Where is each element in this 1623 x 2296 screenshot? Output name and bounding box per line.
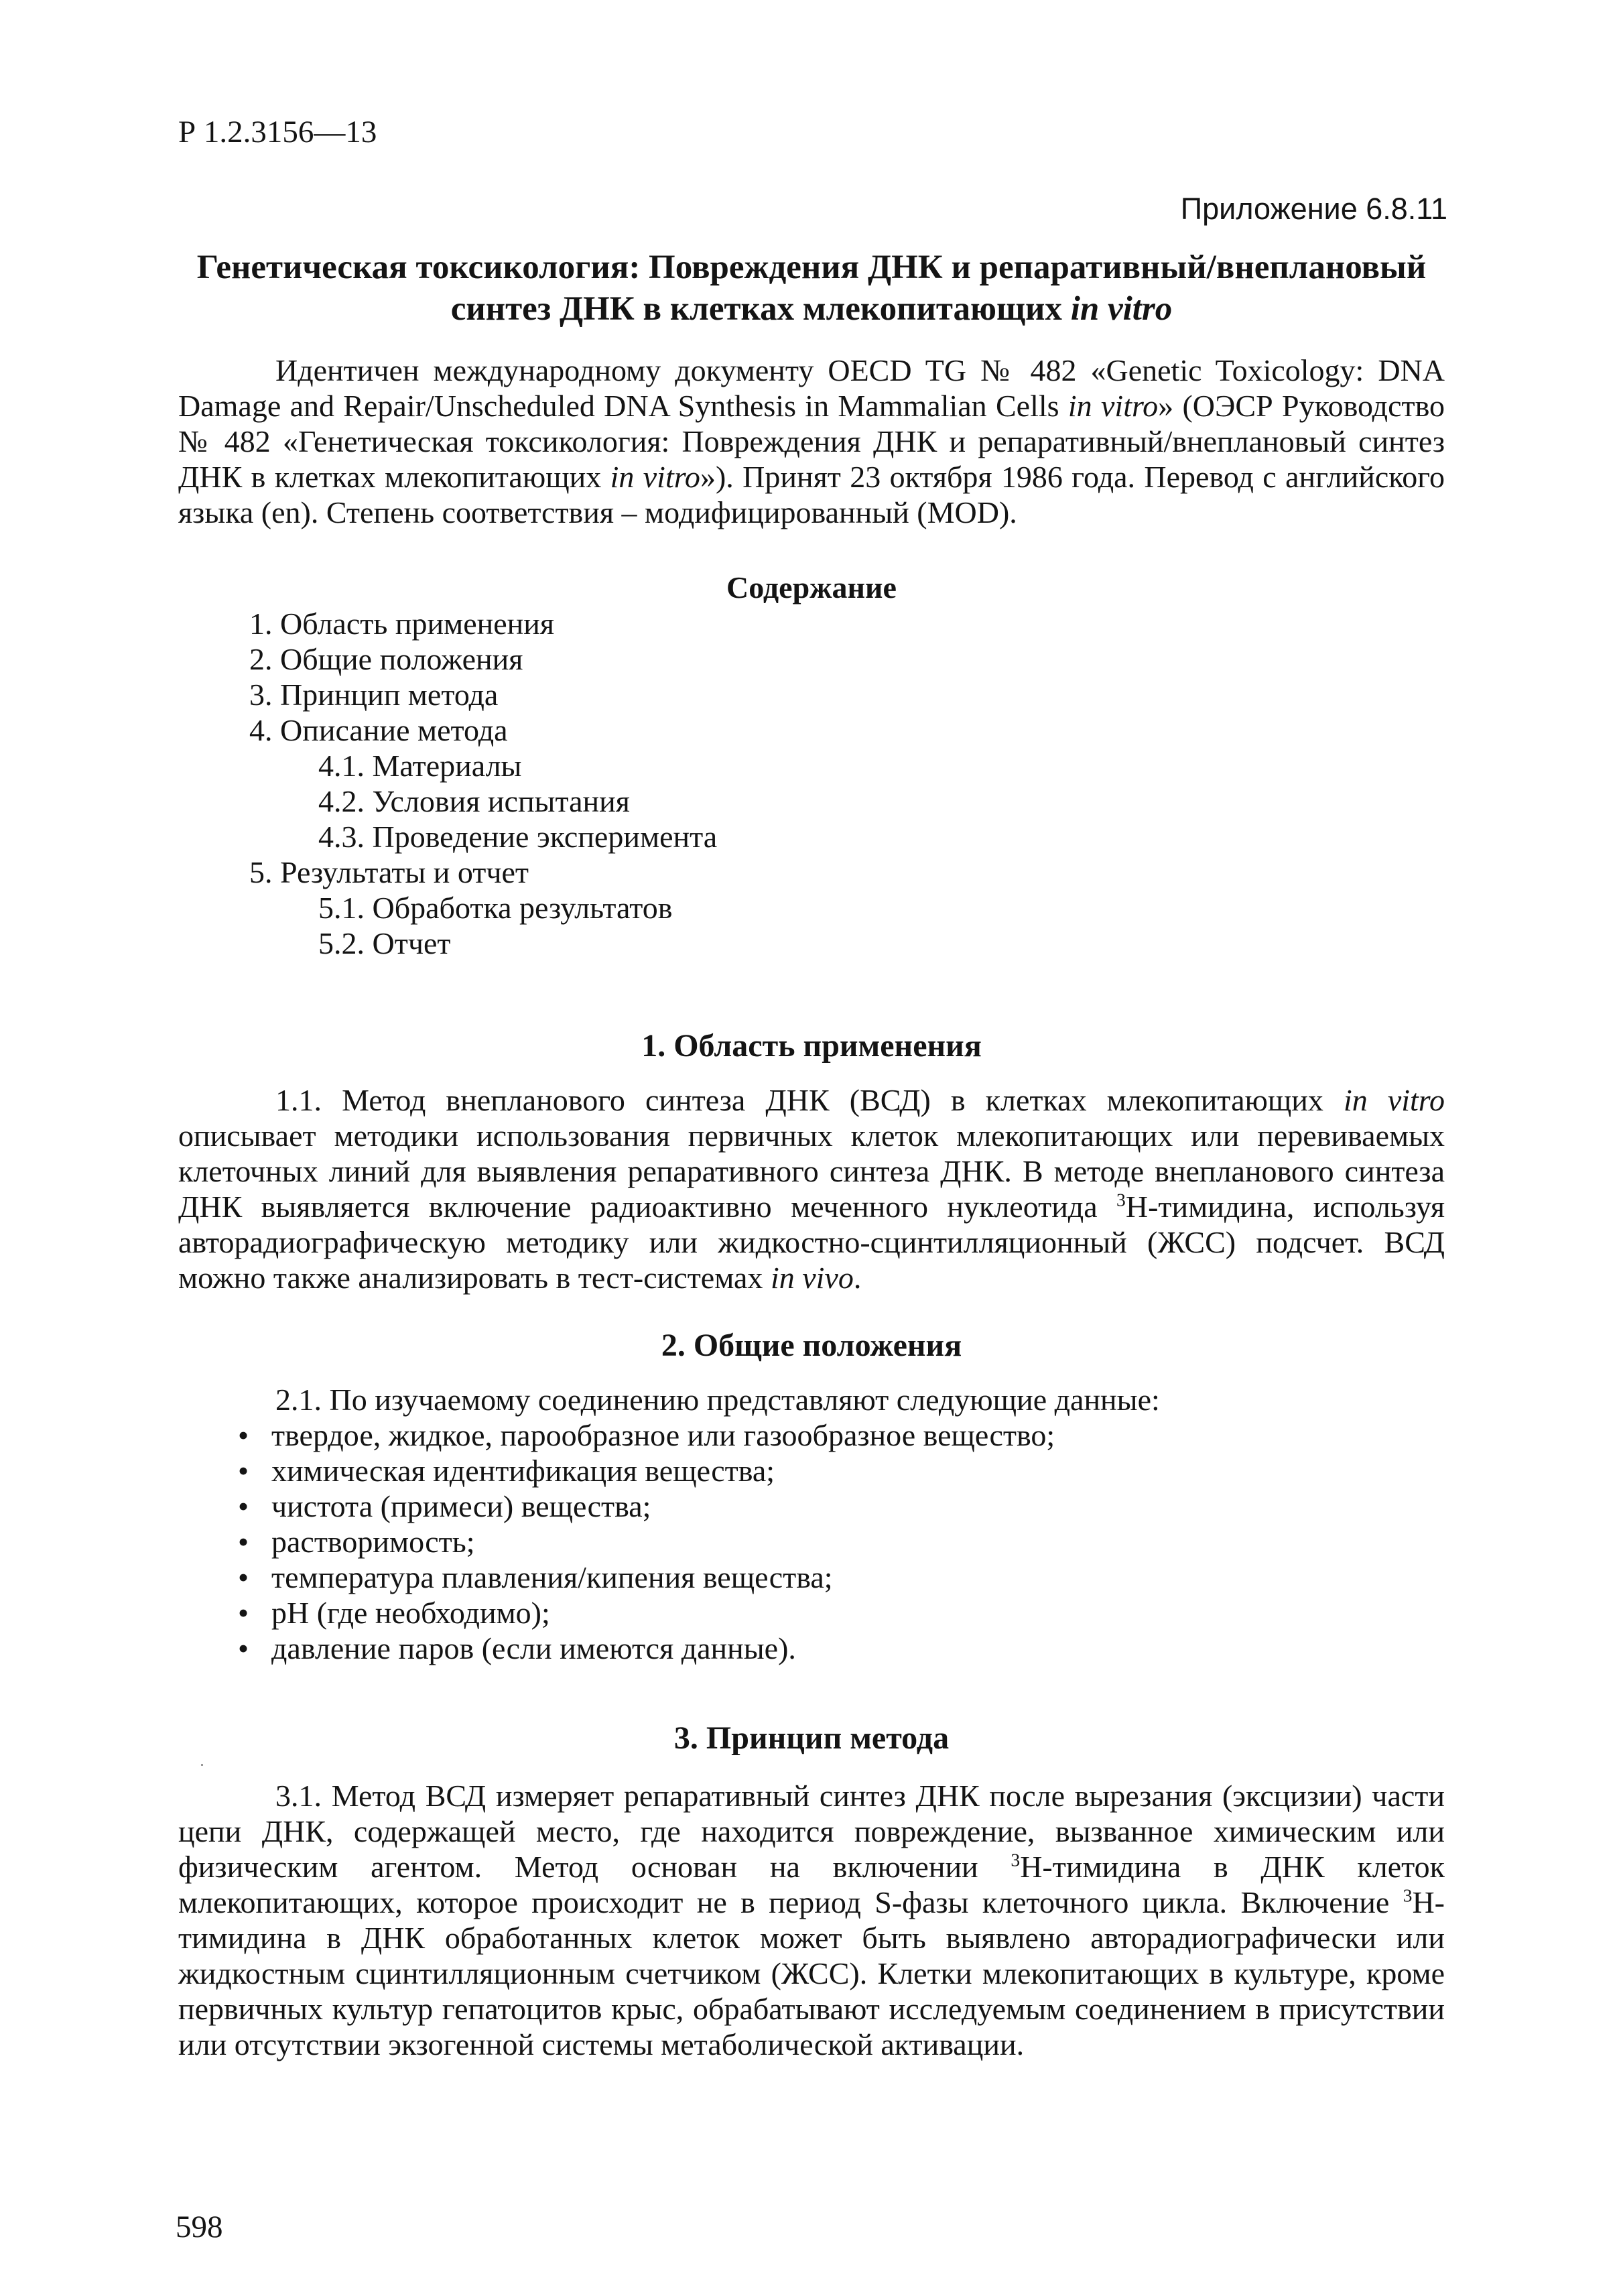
list-item-text: температура плавления/кипения вещества;	[271, 1560, 833, 1594]
title-line-2: синтез ДНК в клетках млекопитающих	[450, 290, 1071, 328]
bullet-icon: •	[238, 1489, 249, 1523]
document-title	[178, 247, 1445, 330]
title-italic: in vitro	[1070, 290, 1173, 328]
intro-paragraph	[178, 353, 1445, 530]
list-item	[238, 1524, 1055, 1559]
list-item	[238, 1488, 1055, 1524]
list-item	[238, 1595, 1055, 1631]
toc-heading: Содержание	[726, 570, 897, 604]
appendix-label: Приложение 6.8.11	[1180, 192, 1447, 226]
toc-item: 5. Результаты и отчет	[249, 855, 529, 889]
s1-text-4: .	[853, 1261, 862, 1295]
list-item	[238, 1453, 1055, 1488]
bullet-icon: •	[238, 1454, 249, 1488]
s1-text-3: Н-тимидина, используя авторадиографическую методику или жидкостно-сцинтилляционный (ЖСС) подсчет. ВСД можно также анализировать в тест-системах	[178, 1190, 1445, 1295]
toc-item: 2. Общие положения	[249, 642, 523, 676]
toc-subitem: 4.3. Проведение эксперимента	[318, 820, 718, 854]
list-item	[238, 1417, 1055, 1453]
section-3-paragraph	[178, 1778, 1445, 2062]
list-item-text: химическая идентификация вещества;	[271, 1454, 775, 1488]
s3-superscript-1: 3	[1011, 1849, 1021, 1870]
section-1-paragraph	[178, 1082, 1445, 1295]
bullet-icon: •	[238, 1525, 249, 1559]
s3-text-3: Н-тимидина в ДНК обработанных клеток может быть выявлено авторадиографически или жидкостным сцинтилляционным счетчиком (ЖСС). Клетки млекопитающих в культуре, кроме первичных культур гепатоцитов крыс, обрабатывают исследуемым соединением в присутствии или отсутствии экзогенной системы метаболической активации.	[178, 1885, 1445, 2061]
s3-superscript-2: 3	[1403, 1885, 1413, 1906]
toc-subitem: 4.2. Условия испытания	[318, 784, 630, 818]
list-item-text: давление паров (если имеются данные).	[271, 1631, 796, 1665]
toc-item: 4. Описание метода	[249, 713, 508, 747]
s1-italic-1: in vitro	[1343, 1083, 1445, 1117]
toc-subitem: 4.1. Материалы	[318, 749, 522, 783]
list-item-text: твердое, жидкое, парообразное или газообразное вещество;	[271, 1418, 1055, 1452]
list-item-text: чистота (примеси) вещества;	[271, 1489, 651, 1523]
toc-subitem: 5.1. Обработка результатов	[318, 891, 673, 925]
bullet-icon: •	[238, 1631, 249, 1665]
bullet-icon: •	[238, 1418, 249, 1452]
s1-text-2: описывает методики использования первичных клеток млекопитающих или перевиваемых клеточных линий для выявления репаративного синтеза ДНК. В методе внепланового синтеза ДНК выявляется включение радиоактивно меченного нуклеотида	[178, 1119, 1445, 1224]
intro-text-1: Идентичен международному документу OECD TG № 482 «Genetic Toxicology: DNA Damage and Repair/Unscheduled DNA Synthesis in Mammalian Cells	[178, 353, 1445, 423]
intro-text-2: » (ОЭСР Руководство № 482 «Генетическая токсикология: Повреждения ДНК и репаративный/внеплановый синтез ДНК в клетках млекопитающих	[178, 389, 1445, 494]
bullet-icon: •	[238, 1596, 249, 1630]
list-item	[238, 1631, 1055, 1666]
title-line-1: Генетическая токсикология: Повреждения ДНК и репаративный/внеплановый	[196, 249, 1427, 286]
bullet-icon: •	[238, 1560, 249, 1594]
properties-list	[238, 1417, 1055, 1666]
intro-italic-2: in vitro	[610, 460, 700, 494]
table-of-contents	[249, 606, 717, 961]
list-item	[238, 1559, 1055, 1595]
list-item-text: растворимость;	[271, 1525, 475, 1559]
s1-italic-2: in vivo	[770, 1261, 854, 1295]
s3-text-1: 3.1. Метод ВСД измеряет репаративный синтез ДНК после вырезания (эксцизии) части цепи ДНК, содержащей место, где находится повреждение, вызванное химическим или физическим агентом. Метод основан на включении	[178, 1779, 1445, 1884]
document-code: Р 1.2.3156—13	[178, 115, 377, 149]
intro-italic-1: in vitro	[1067, 389, 1159, 423]
s1-text-1: 1.1. Метод внепланового синтеза ДНК (ВСД) в клетках млекопитающих	[275, 1083, 1344, 1117]
intro-text-3: »). Принят 23 октября 1986 года. Перевод с английского языка (en). Степень соответствия – модифицированный (MOD).	[178, 460, 1445, 529]
page-number: 598	[176, 2210, 223, 2244]
toc-item: 3. Принцип метода	[249, 678, 499, 712]
section-2-intro: 2.1. По изучаемому соединению представляют следующие данные:	[275, 1383, 1160, 1417]
list-item-text: рН (где необходимо);	[271, 1596, 550, 1630]
toc-item: 1. Область применения	[249, 607, 555, 641]
s3-text-2: Н-тимидина в ДНК клеток млекопитающих, которое происходит не в период S-фазы клеточного цикла. Включение	[178, 1850, 1445, 1919]
section-2-heading: 2. Общие положения	[661, 1328, 962, 1363]
scan-speck	[201, 1764, 203, 1766]
section-1-heading: 1. Область применения	[641, 1028, 982, 1064]
section-3-heading: 3. Принцип метода	[673, 1720, 950, 1756]
toc-subitem: 5.2. Отчет	[318, 926, 451, 960]
s1-superscript: 3	[1116, 1189, 1126, 1210]
